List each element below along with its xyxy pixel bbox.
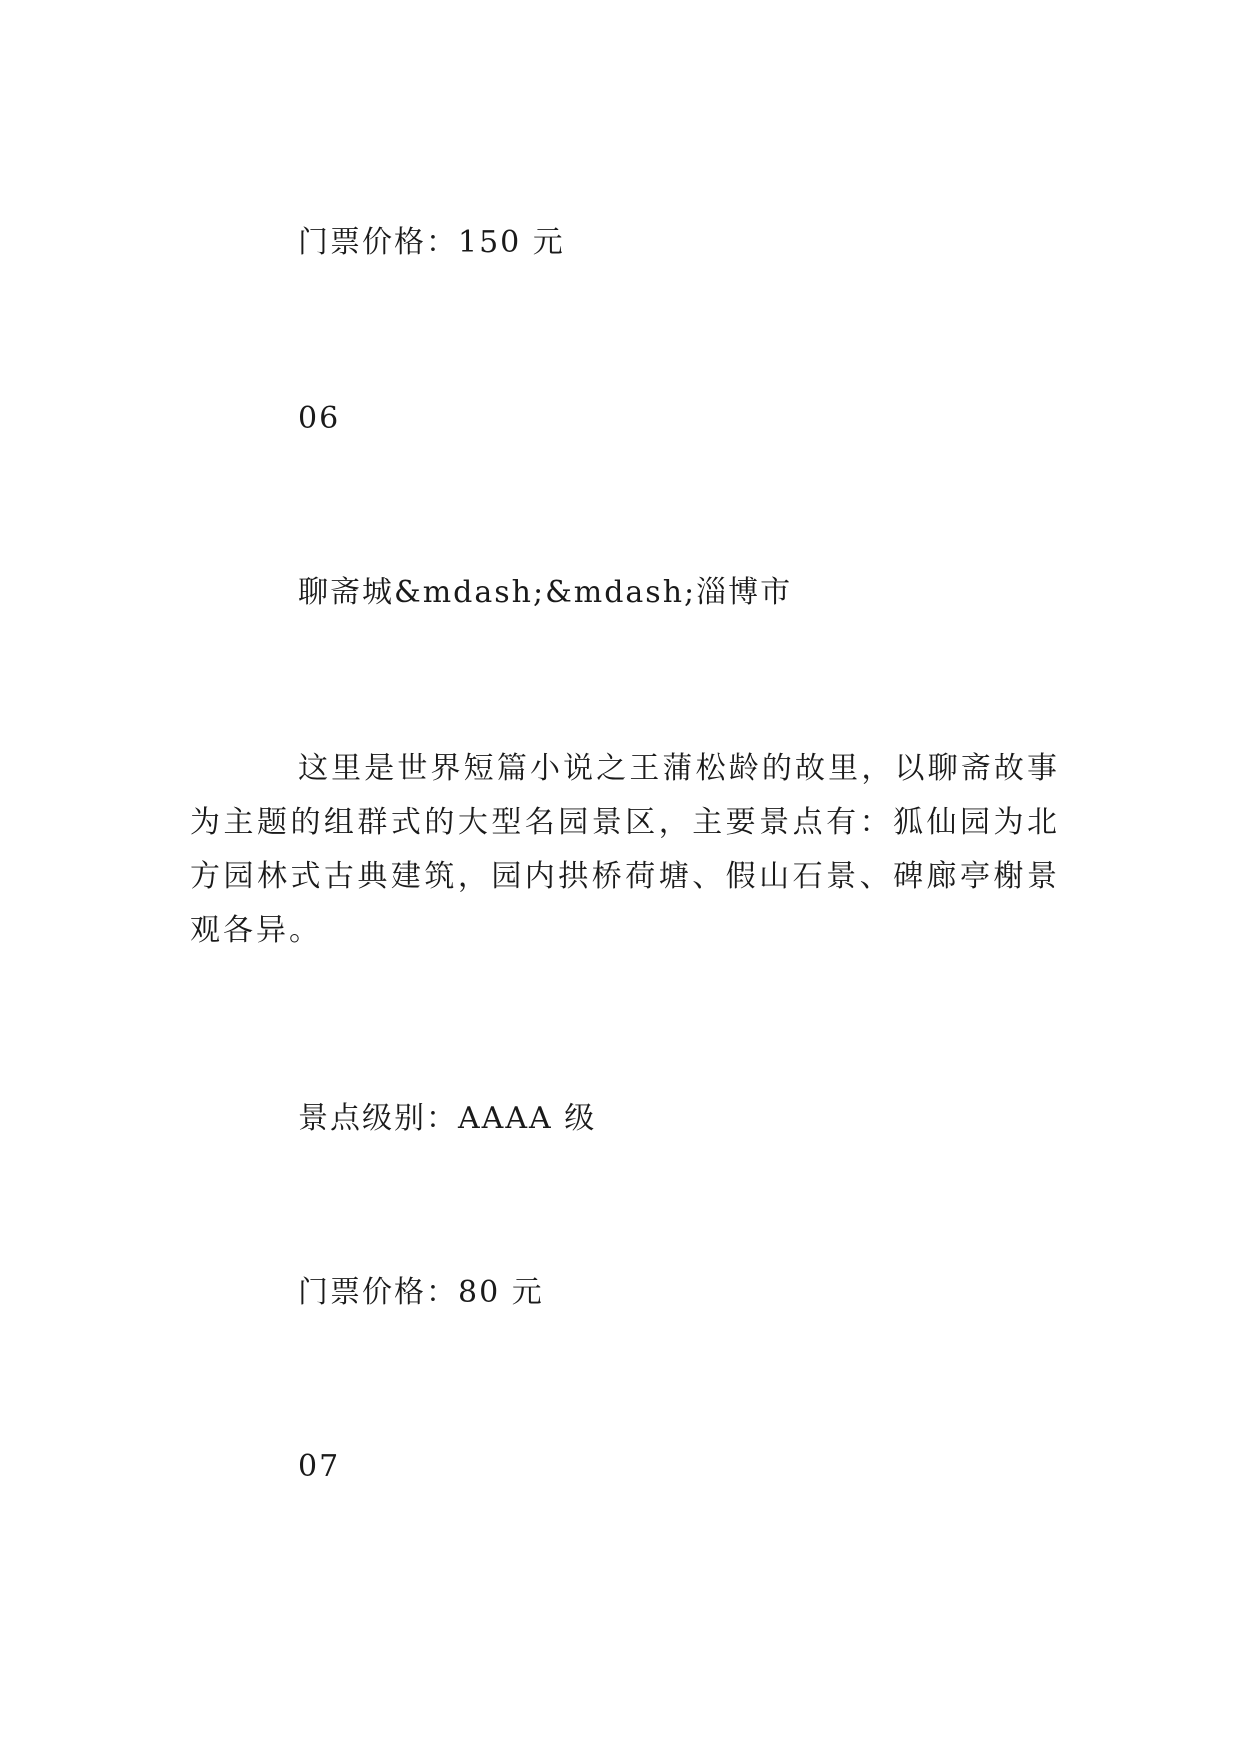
ticket-price-line: 门票价格：80 元 [298, 1275, 544, 1310]
ticket-price-line: 门票价格：150 元 [298, 225, 565, 260]
attraction-title: 聊斋城&mdash;&mdash;淄博市 [298, 575, 793, 610]
section-number: 06 [298, 401, 341, 436]
section-number: 07 [298, 1449, 341, 1484]
attraction-description: 这里是世界短篇小说之王蒲松龄的故里，以聊斋故事为主题的组群式的大型名园景区，主要景点有：狐仙园为北方园林式古典建筑，园内拱桥荷塘、假山石景、碑廊亭榭景观各异。 [190, 751, 1060, 948]
attraction-level-line: 景点级别：AAAA 级 [298, 1101, 597, 1136]
